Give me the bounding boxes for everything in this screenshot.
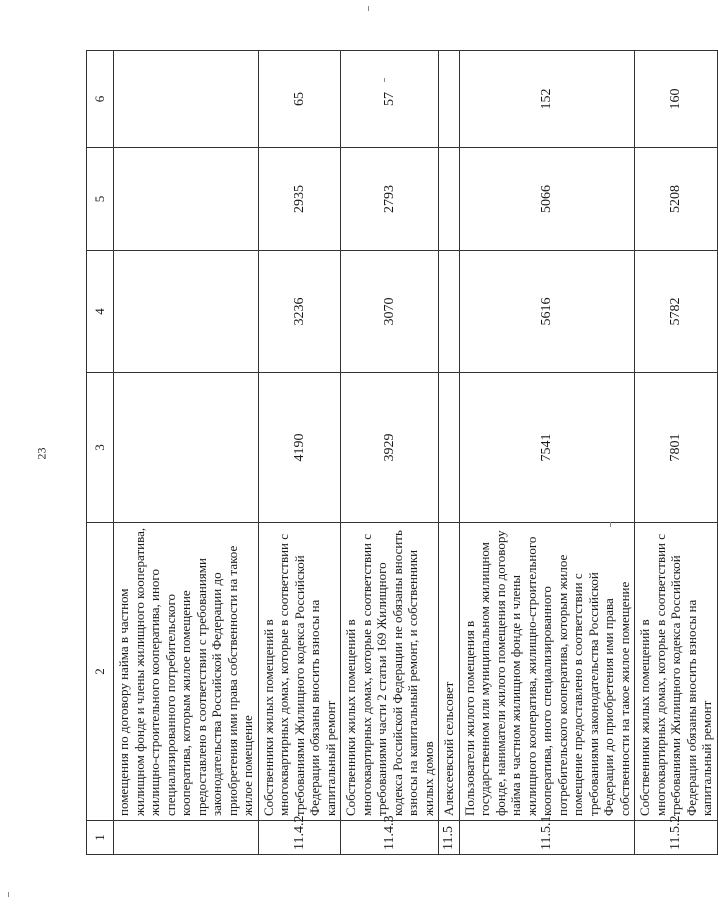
row-number: 11.5.1 bbox=[459, 821, 635, 855]
header-cell-6: 6 bbox=[87, 51, 114, 148]
row-col3-value: 3929 bbox=[341, 373, 439, 523]
table-row-section bbox=[439, 51, 460, 855]
scan-speck bbox=[8, 892, 9, 897]
row-number: 11.4.3 bbox=[341, 821, 439, 855]
header-cell-5: 5 bbox=[87, 148, 114, 251]
row-col3-value bbox=[114, 373, 259, 523]
tariff-table bbox=[86, 50, 718, 855]
table-row bbox=[341, 51, 439, 855]
row-description: Собственники жилых помещений в многоквартирных домах, которые в соответствии с требованиями части 2 статьи 169 Жилищного кодекса Российской Федерации не обязаны вносить взносы на капитальный ремонт, и собственники жилых домов bbox=[341, 523, 439, 821]
table-row bbox=[635, 51, 718, 855]
row-col5-value: 2935 bbox=[258, 148, 341, 251]
row-number: 11.4.2 bbox=[258, 821, 341, 855]
row-col3-value bbox=[439, 373, 460, 523]
row-col6-value: 65 bbox=[258, 51, 341, 148]
row-col4-value: 3070 bbox=[341, 251, 439, 373]
scan-speck bbox=[610, 522, 611, 527]
row-col4-value bbox=[439, 251, 460, 373]
row-description: Собственники жилых помещений в многоквартирных домах, которые в соответствии с требованиями Жилищного кодекса Российской Федерации обязаны вносить взносы на капитальный ремонт bbox=[258, 523, 341, 821]
row-col3-value: 7801 bbox=[635, 373, 718, 523]
row-number bbox=[114, 821, 259, 855]
row-number: 11.5 bbox=[439, 821, 460, 855]
table-header-row bbox=[87, 51, 114, 855]
row-col6-value bbox=[439, 51, 460, 148]
row-col6-value: 152 bbox=[459, 51, 635, 148]
row-col5-value: 5066 bbox=[459, 148, 635, 251]
table-row bbox=[114, 51, 259, 855]
row-col4-value bbox=[114, 251, 259, 373]
table-row bbox=[459, 51, 635, 855]
row-col6-value: 160 bbox=[635, 51, 718, 148]
row-col3-value: 4190 bbox=[258, 373, 341, 523]
row-col4-value: 5616 bbox=[459, 251, 635, 373]
row-col4-value: 3236 bbox=[258, 251, 341, 373]
row-col5-value: 2793 bbox=[341, 148, 439, 251]
page-number: 23 bbox=[34, 447, 49, 460]
row-col5-value: 5208 bbox=[635, 148, 718, 251]
row-col5-value bbox=[114, 148, 259, 251]
row-description: Алексеевский сельсовет bbox=[439, 523, 460, 821]
header-cell-1: 1 bbox=[87, 821, 114, 855]
header-cell-2: 2 bbox=[87, 523, 114, 821]
scan-speck bbox=[368, 6, 369, 11]
row-number: 11.5.2 bbox=[635, 821, 718, 855]
row-description: помещения по договору найма в частном жилищном фонде и члены жилищного кооператива, жилищно-строительного кооператива, иного специализированного потребительского кооператива, которым жилое помещение предоставлено в соответствии с требованиями законодательства Российской Федерации до приобретения ими права собственности на такое жилое помещение bbox=[114, 523, 259, 821]
table-row bbox=[258, 51, 341, 855]
rotated-table-container bbox=[86, 50, 718, 855]
header-cell-4: 4 bbox=[87, 251, 114, 373]
header-cell-3: 3 bbox=[87, 373, 114, 523]
row-description: Собственники жилых помещений в многоквартирных домах, которые в соответствии с требованиями Жилищного кодекса Российской Федерации обязаны вносить взносы на капитальный ремонт bbox=[635, 523, 718, 821]
row-col6-value bbox=[114, 51, 259, 148]
scan-speck bbox=[384, 78, 385, 82]
row-col3-value: 7541 bbox=[459, 373, 635, 523]
row-description: Пользователи жилого помещения в государственном или муниципальном жилищном фонде, наниматели жилого помещения по договору найма в частном жилищном фонде и члены жилищного кооператива, жилищно-строительного кооператива, иного специализированного потребительского кооператива, которым жилое помещение предоставлено в соответствии с требованиями законодательства Российской Федерации до приобретения ими права собственности на такое жилое помещение bbox=[459, 523, 635, 821]
row-col5-value bbox=[439, 148, 460, 251]
row-col6-value: 57 bbox=[341, 51, 439, 148]
row-col4-value: 5782 bbox=[635, 251, 718, 373]
